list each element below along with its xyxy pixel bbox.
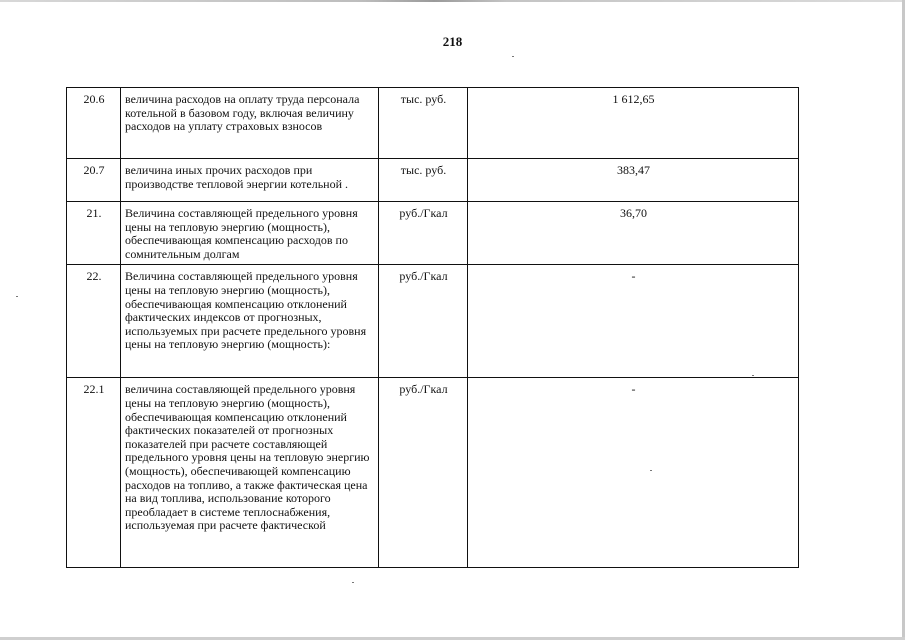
tariff-parameters-table (66, 87, 799, 568)
row-value: - (468, 378, 799, 568)
table-row (67, 378, 799, 568)
row-value: - (468, 265, 799, 378)
row-unit: руб./Гкал (379, 378, 468, 568)
row-number: 22.1 (67, 378, 121, 568)
page-number: 218 (442, 34, 463, 49)
row-description: величина иных прочих расходов при производстве тепловой энергии котельной . (121, 159, 379, 202)
scan-speck (16, 296, 18, 297)
row-number: 22. (67, 265, 121, 378)
row-unit: тыс. руб. (379, 88, 468, 159)
table-row (67, 202, 799, 265)
row-description: Величина составляющей предельного уровня цены на тепловую энергию (мощность), обеспечивающая компенсацию расходов по сомнительным долгам (121, 202, 379, 265)
scan-speck (512, 56, 514, 57)
row-description: Величина составляющей предельного уровня цены на тепловую энергию (мощность), обеспечивающая компенсацию отклонений фактических индексов от прогнозных, используемых при расчете предельного уровня цены на тепловую энергию (мощность): (121, 265, 379, 378)
row-value: 383,47 (468, 159, 799, 202)
row-number: 20.7 (67, 159, 121, 202)
row-unit: руб./Гкал (379, 265, 468, 378)
scan-speck (352, 582, 354, 583)
table-row (67, 88, 799, 159)
row-number: 20.6 (67, 88, 121, 159)
scan-top-edge (0, 0, 905, 2)
row-value: 36,70 (468, 202, 799, 265)
row-value: 1 612,65 (468, 88, 799, 159)
table-row (67, 265, 799, 378)
row-description: величина составляющей предельного уровня цены на тепловую энергию (мощность), обеспечивающая компенсацию отклонений фактических показателей от прогнозных показателей при расчете составляющей предельного уровня цены на тепловую энергию (мощность), обеспечивающей компенсацию расходов на топливо, а также фактическая цена на вид топлива, использование которого преобладает в системе теплоснабжения, используемая при расчете фактической (121, 378, 379, 568)
row-unit: руб./Гкал (379, 202, 468, 265)
table-row (67, 159, 799, 202)
row-description: величина расходов на оплату труда персонала котельной в базовом году, включая величину расходов на уплату страховых взносов (121, 88, 379, 159)
row-unit: тыс. руб. (379, 159, 468, 202)
row-number: 21. (67, 202, 121, 265)
